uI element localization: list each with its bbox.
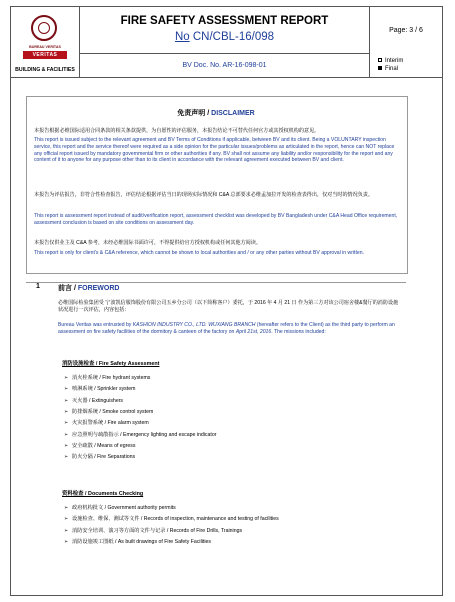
title-cell <box>80 7 370 54</box>
foreword-number: 1 <box>36 283 40 290</box>
fire-assessment-heading: 消防设施检查 / Fire Safety Assessment <box>62 361 160 367</box>
docs-item-label: 设施检查、维保、测试等文件 / Records of inspection, maintenance and testing of facilities <box>72 516 279 523</box>
fire-item-label: 火灾报警系统 / Fire alarm system <box>72 420 149 427</box>
arrow-bullet-icon: ➢ <box>64 386 69 393</box>
disclaimer-p1-cn: 本报告根据必维国际适用合同条款的相关条款提供，为自愿性的评估服务，本报告结论不可替代任何官方或其授权机构的意见。 <box>34 128 320 134</box>
docs-item-label: 消防设施竣工图纸 / As built drawings of Fire Safety Facilities <box>72 538 211 545</box>
foreword-title-cn: 前言 / <box>58 285 78 292</box>
report-number-prefix: No <box>174 31 190 43</box>
fire-item <box>64 408 153 415</box>
foreword-en-date: April 21st, 2016 <box>235 328 272 335</box>
docs-item <box>64 527 242 534</box>
fire-item-label: 防火分隔 / Fire Separations <box>72 454 136 461</box>
fire-item-label: 防排烟系统 / Smoke control system <box>72 408 154 415</box>
arrow-bullet-icon: ➢ <box>64 420 69 427</box>
foreword-en-part2: (hereafter refers to the Client) as the third party to perform an assessment on fire safety facilities of the dormitory & canteen of the factory on <box>58 322 395 335</box>
arrow-bullet-icon: ➢ <box>64 538 69 545</box>
disclaimer-title-cn: 免责声明 / <box>177 110 212 117</box>
foreword-title <box>58 283 119 293</box>
docs-item-label: 消防安全培训、演习等方面的文件与记录 / Records of Fire Drills, Trainings <box>72 527 243 534</box>
disclaimer-section <box>26 96 408 274</box>
docs-item <box>64 515 279 522</box>
fire-item <box>64 442 135 449</box>
doc-cell <box>80 54 370 77</box>
arrow-bullet-icon: ➢ <box>64 442 69 449</box>
arrow-bullet-icon: ➢ <box>64 527 69 534</box>
foreword-en-part3: . The missions included: <box>271 328 326 335</box>
logo-caption: BUILDING & FACILITIES <box>15 67 75 73</box>
fire-item <box>64 419 149 426</box>
arrow-bullet-icon: ➢ <box>64 375 69 381</box>
page-cell <box>370 7 442 53</box>
report-title: FIRE SAFETY ASSESSMENT REPORT <box>120 15 329 27</box>
option-final-label: Final <box>385 66 399 72</box>
docs-item <box>64 538 211 545</box>
arrow-bullet-icon: ➢ <box>64 505 69 511</box>
bureau-veritas-seal-icon <box>31 15 57 41</box>
logo-word: BUREAU VERITAS <box>29 45 61 49</box>
status-options <box>370 54 442 77</box>
documents-checking-heading: 资料检查 / Documents Checking <box>62 491 144 497</box>
option-interim <box>378 58 403 64</box>
disclaimer-p2-cn: 本报告为评估报告，非符合性检查报告，评估结论根据评估当日的现场实际情况和 C&A 总部要求必维孟加拉开发的检查表得出，仅对当时的情况负责。 <box>34 192 374 198</box>
docs-item <box>64 504 176 511</box>
report-header <box>11 7 442 78</box>
fire-item <box>64 397 123 404</box>
fire-item <box>64 374 150 381</box>
fire-item <box>64 385 135 392</box>
fire-item-label: 消火栓系统 / Fire hydrant systems <box>72 375 151 381</box>
disclaimer-title <box>26 108 406 118</box>
arrow-bullet-icon: ➢ <box>64 408 69 415</box>
arrow-bullet-icon: ➢ <box>64 454 69 461</box>
logo-cell <box>11 7 80 77</box>
doc-number: BV Doc. No. AR-16-098-01 <box>182 62 267 69</box>
disclaimer-p1-en: This report is issued subject to the relevant agreement and BV Terms of Conditions if applicable, between BV and its client. Being a VOLUNTARY inspection service, this report and the service thereof were required as a side opinion for the particular issues/problems as articulated in the report, hence can NOT replace any official report issued by mandatory governmental firm or other authorities if any. BV shall not assume any liability and/or responsibility for the report and any content of it to anyone for any purpose other than to its client in accordance with the relevant agreement executed between BV and client. <box>34 137 395 164</box>
checkbox-filled-icon <box>378 66 382 70</box>
arrow-bullet-icon: ➢ <box>64 397 69 404</box>
logo-bar-text: VERITAS <box>32 52 58 58</box>
fire-item <box>64 453 135 460</box>
arrow-bullet-icon: ➢ <box>64 516 69 523</box>
fire-item-label: 灭火器 / Extinguishers <box>72 397 124 404</box>
checkbox-empty-icon <box>378 58 382 62</box>
page-number: Page: 3 / 6 <box>389 27 423 34</box>
foreword-en-company: KASHION INDUSTRY CO., LTD. WUXIANG BRANCH <box>132 322 256 328</box>
fire-item-label: 应急照明与疏散指示 / Emergency lighting and escape indicator <box>72 431 217 438</box>
docs-item-label: 政府机构批文 / Government authority permits <box>72 505 176 511</box>
fire-item-label: 安全疏散 / Means of egress <box>72 442 136 449</box>
foreword-title-en: FOREWORD <box>77 285 120 292</box>
disclaimer-title-en: DISCLAIMER <box>211 110 255 117</box>
disclaimer-p3-en: This report is only for client's & C&A reference, which cannot be shown to local authorities and / or any other parties without BV approval in written. <box>34 250 364 256</box>
report-number <box>80 31 369 43</box>
report-number-value: CN/CBL-16/098 <box>189 31 275 43</box>
fire-item <box>64 431 216 438</box>
foreword-body-cn: 必维国际检验集团受 宁波凯信服饰股份有限公司五乡分公司（以下简称客户）委托，于 2016 年 4 月 21 日 作为第三方对该公司宿舍楼&餐厅的消防设施状况进行一次评估，内容包括： <box>58 300 399 313</box>
foreword-body-en <box>58 322 402 336</box>
disclaimer-p3-cn: 本报告仅供业主及 C&A 参考，未经必维国际书面许可，不得提供给官方授权机构或任何其他方阅读。 <box>34 240 261 246</box>
arrow-bullet-icon: ➢ <box>64 431 69 438</box>
disclaimer-p2-en: This report is assessment report instead of audit/verification report, assessment checklist was developed by BV Bangladesh under C&A Head Office requirement, assessment conclusion is based on site conditions on assessment day. <box>34 213 398 226</box>
foreword-en-part1: Bureau Veritas was entrusted by <box>58 322 133 328</box>
option-interim-label: Interim <box>385 58 404 64</box>
fire-item-label: 喷淋系统 / Sprinkler system <box>72 386 136 393</box>
option-final <box>378 66 398 72</box>
